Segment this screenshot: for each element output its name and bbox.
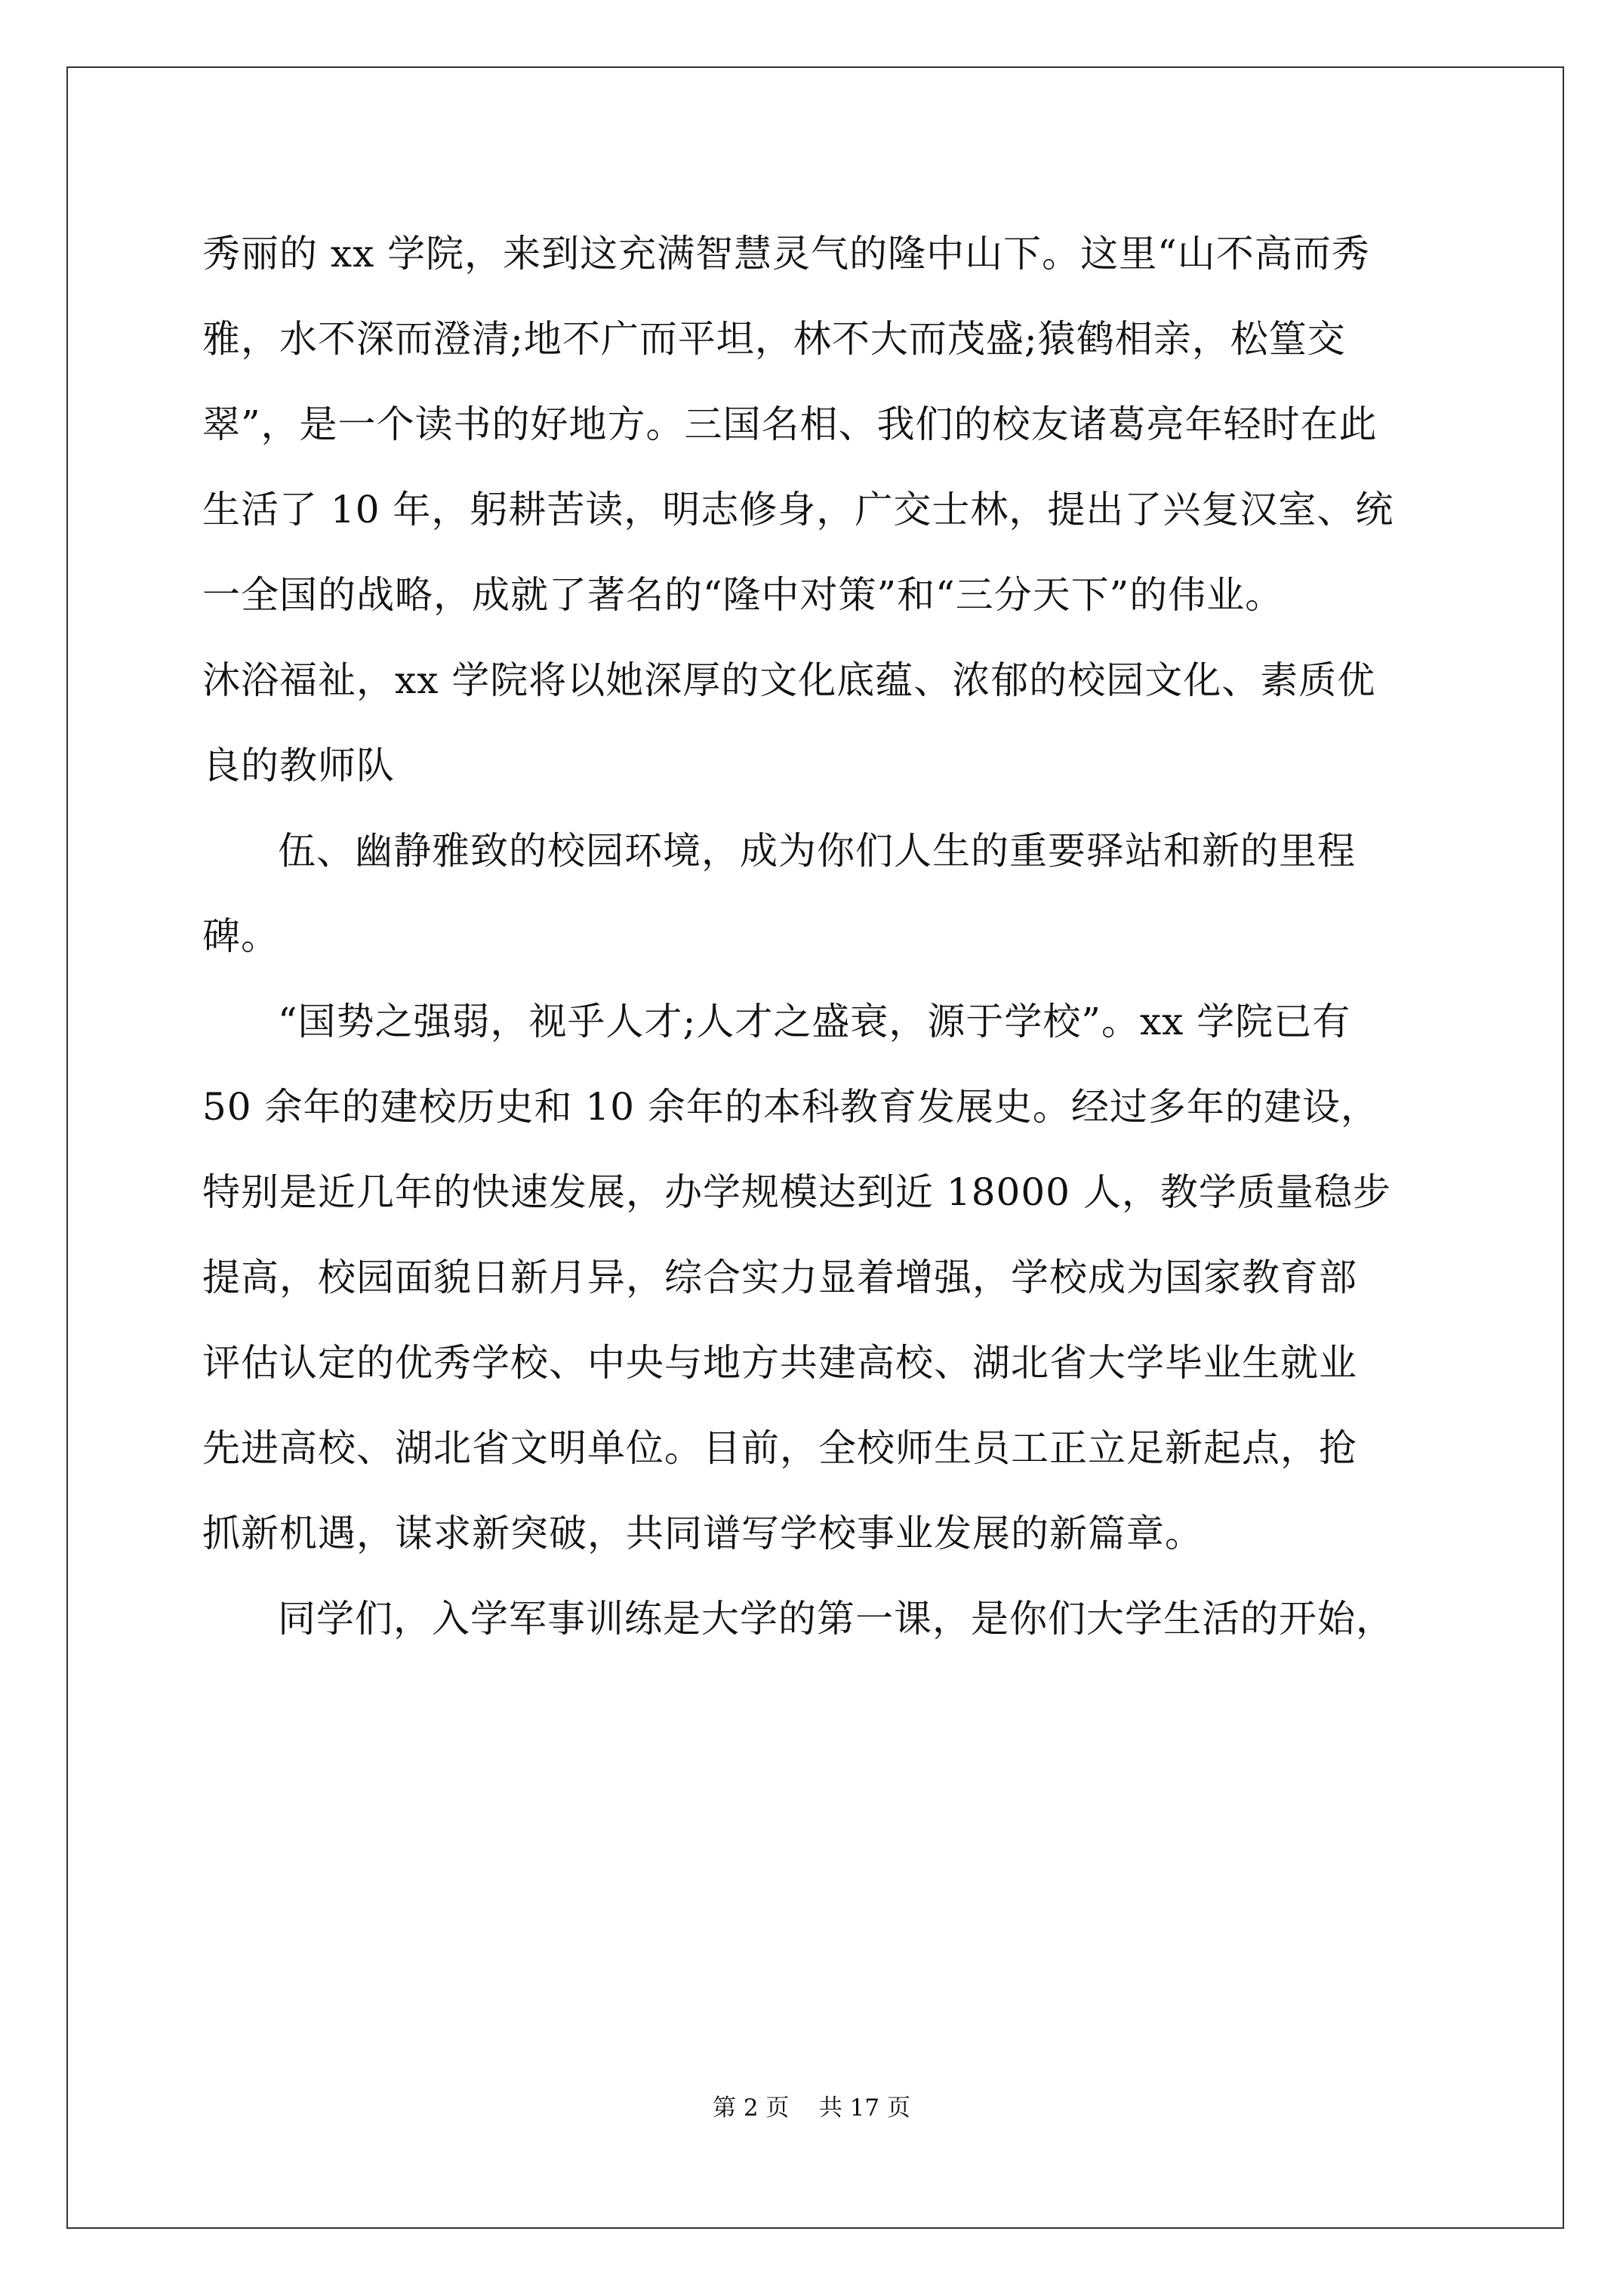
text-line: 沐浴福祉，xx 学院将以她深厚的文化底蕴、浓郁的校园文化、素质优 — [202, 658, 1376, 702]
text-line: 翠”，是一个读书的好地方。三国名相、我们的校友诸葛亮年轻时在此 — [202, 402, 1378, 446]
text-line: 生活了 10 年，躬耕苦读，明志修身，广交士林，提出了兴复汉室、统 — [202, 488, 1394, 532]
text-line: 雅，水不深而澄清;地不广而平坦，林不大而茂盛;猿鹤相亲，松篁交 — [202, 317, 1346, 361]
text-line: 50 余年的建校历史和 10 余年的本科教育发展史。经过多年的建设， — [202, 1085, 1379, 1129]
page-number-footer: 第 2 页 共 17 页 — [712, 2094, 910, 2122]
text-line: 特别是近几年的快速发展，办学规模达到近 18000 人，教学质量稳步 — [202, 1170, 1391, 1214]
text-line: 碑。 — [202, 914, 279, 958]
paragraph-first-line: 同学们，入学军事训练是大学的第一课，是你们大学生活的开始， — [278, 1597, 1394, 1641]
text-line: 良的教师队 — [202, 744, 395, 787]
page-border — [66, 66, 1564, 2229]
text-line: 先进高校、湖北省文明单位。目前，全校师生员工正立足新起点，抢 — [202, 1426, 1357, 1470]
text-line: 秀丽的 xx 学院，来到这充满智慧灵气的隆中山下。这里“山不高而秀 — [202, 232, 1370, 276]
paragraph-first-line: “国势之强弱，视乎人才;人才之盛衰，源于学校”。xx 学院已有 — [278, 1000, 1351, 1043]
text-line: 提高，校园面貌日新月异，综合实力显着增强，学校成为国家教育部 — [202, 1256, 1357, 1299]
paragraph-first-line: 伍、幽静雅致的校园环境，成为你们人生的重要驿站和新的里程 — [278, 829, 1356, 873]
text-line: 抓新机遇，谋求新突破，共同谱写学校事业发展的新篇章。 — [202, 1512, 1203, 1555]
text-line: 一全国的战略，成就了著名的“隆中对策”和“三分天下”的伟业。 — [202, 573, 1284, 617]
text-line: 评估认定的优秀学校、中央与地方共建高校、湖北省大学毕业生就业 — [202, 1341, 1357, 1385]
